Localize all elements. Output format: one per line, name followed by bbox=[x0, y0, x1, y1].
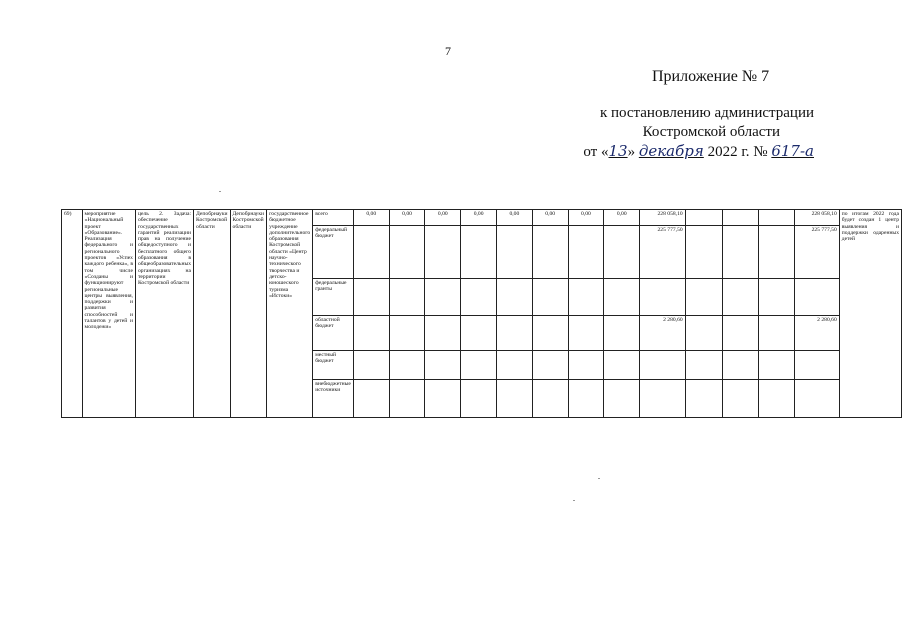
funding-value bbox=[568, 226, 604, 279]
goal-description: цель 2. Задача: обеспечение государственных гарантий реализации прав на получение общедоступного и бесплатного общего образования в общеобразовательных организациях на территории Костромской области bbox=[135, 210, 193, 418]
funding-value bbox=[568, 380, 604, 418]
date-mid: » bbox=[627, 144, 639, 160]
funding-value bbox=[353, 316, 389, 351]
funding-value bbox=[425, 380, 461, 418]
funding-value bbox=[758, 279, 794, 316]
funding-value bbox=[758, 226, 794, 279]
funding-value bbox=[722, 279, 758, 316]
funding-value bbox=[497, 226, 533, 279]
funding-value bbox=[758, 351, 794, 380]
funding-source: федеральные гранты bbox=[313, 279, 354, 316]
funding-value bbox=[568, 351, 604, 380]
funding-value bbox=[795, 351, 840, 380]
funding-value: 0,00 bbox=[532, 210, 568, 226]
funding-value bbox=[604, 316, 640, 351]
funding-value bbox=[425, 279, 461, 316]
row-index: 69) bbox=[62, 210, 83, 418]
table-row bbox=[62, 210, 902, 226]
funding-value bbox=[795, 279, 840, 316]
funding-value bbox=[497, 380, 533, 418]
funding-value bbox=[685, 226, 722, 279]
funding-value bbox=[389, 226, 425, 279]
funding-value bbox=[532, 279, 568, 316]
funding-value: 0,00 bbox=[461, 210, 497, 226]
funding-value bbox=[353, 351, 389, 380]
funding-value bbox=[604, 351, 640, 380]
funding-value bbox=[758, 316, 794, 351]
date-month: декабря bbox=[638, 142, 704, 160]
decree-number: 617-а bbox=[771, 142, 814, 160]
funding-value bbox=[389, 279, 425, 316]
funding-value bbox=[497, 351, 533, 380]
funding-value bbox=[722, 316, 758, 351]
funding-value bbox=[532, 380, 568, 418]
funding-value bbox=[685, 316, 722, 351]
date-year: 2022 г. № bbox=[703, 144, 772, 160]
funding-source: внебюджетные источники bbox=[313, 380, 354, 418]
funding-value bbox=[461, 380, 497, 418]
decree-line-1: к постановлению администрации bbox=[599, 105, 814, 121]
funding-value: 0,00 bbox=[425, 210, 461, 226]
funding-value bbox=[758, 210, 794, 226]
funding-value: 228 058,10 bbox=[795, 210, 840, 226]
recipient: государственное бюджетное учреждение дополнительного образования Костромской области «Центр научно-технического творчества и детско-юношеского туризма «Истоки» bbox=[267, 210, 313, 418]
funding-source: местный бюджет bbox=[313, 351, 354, 380]
funding-value bbox=[425, 351, 461, 380]
funding-value: 0,00 bbox=[389, 210, 425, 226]
funding-value bbox=[532, 351, 568, 380]
decree-date-line bbox=[554, 142, 814, 162]
decree-line-2: Костромской области bbox=[642, 124, 780, 140]
funding-value bbox=[685, 351, 722, 380]
funding-value bbox=[568, 279, 604, 316]
funding-value bbox=[640, 351, 686, 380]
funding-value bbox=[604, 279, 640, 316]
funding-value bbox=[389, 380, 425, 418]
expected-result: по итогам 2022 года будет создан 1 центр выявления и поддержки одаренных детей bbox=[839, 210, 901, 418]
funding-value bbox=[722, 351, 758, 380]
scan-speck bbox=[573, 500, 575, 501]
funding-value bbox=[795, 380, 840, 418]
funding-value bbox=[532, 316, 568, 351]
funding-source: федеральный бюджет bbox=[313, 226, 354, 279]
funding-value bbox=[353, 279, 389, 316]
event-description: мероприятие «Национальный проект «Образование». Реализация федерального и регионального проектов «Успех каждого ребенка», в том числе «Созданы и функционируют региональные центры выявления, поддержки и развития способностей и талантов у детей и молодежи» bbox=[82, 210, 135, 418]
scan-speck bbox=[219, 191, 221, 192]
funding-value: 225 777,50 bbox=[795, 226, 840, 279]
funding-value bbox=[461, 351, 497, 380]
funding-value: 0,00 bbox=[353, 210, 389, 226]
funding-table bbox=[61, 209, 902, 418]
funding-value bbox=[758, 380, 794, 418]
funding-value: 228 058,10 bbox=[640, 210, 686, 226]
coexecutor-1: Депобрнауки Костромской области bbox=[194, 210, 231, 418]
page-number: 7 bbox=[445, 44, 451, 58]
funding-value bbox=[425, 316, 461, 351]
funding-value bbox=[685, 380, 722, 418]
funding-value bbox=[353, 226, 389, 279]
funding-value bbox=[722, 380, 758, 418]
funding-value bbox=[497, 279, 533, 316]
funding-value bbox=[461, 226, 497, 279]
funding-value: 2 280,60 bbox=[795, 316, 840, 351]
funding-value bbox=[461, 279, 497, 316]
funding-value bbox=[532, 226, 568, 279]
funding-value bbox=[568, 316, 604, 351]
funding-value: 2 280,60 bbox=[640, 316, 686, 351]
funding-value bbox=[389, 316, 425, 351]
funding-value bbox=[497, 316, 533, 351]
funding-value bbox=[604, 226, 640, 279]
coexecutor-2: Депобрнауки Костромской области bbox=[230, 210, 267, 418]
funding-value: 0,00 bbox=[604, 210, 640, 226]
decree-reference bbox=[554, 104, 814, 162]
funding-value bbox=[640, 279, 686, 316]
funding-value: 225 777,50 bbox=[640, 226, 686, 279]
funding-value bbox=[685, 279, 722, 316]
funding-value: 0,00 bbox=[568, 210, 604, 226]
date-day: 13 bbox=[608, 142, 628, 160]
funding-value bbox=[389, 351, 425, 380]
funding-value bbox=[722, 210, 758, 226]
date-prefix: от « bbox=[583, 144, 609, 160]
appendix-title: Приложение № 7 bbox=[652, 68, 770, 85]
funding-value bbox=[461, 316, 497, 351]
funding-value bbox=[640, 380, 686, 418]
funding-value bbox=[425, 226, 461, 279]
funding-value bbox=[685, 210, 722, 226]
funding-source: всего bbox=[313, 210, 354, 226]
funding-value bbox=[353, 380, 389, 418]
scan-speck bbox=[598, 478, 600, 479]
funding-value: 0,00 bbox=[497, 210, 533, 226]
funding-value bbox=[604, 380, 640, 418]
funding-value bbox=[722, 226, 758, 279]
funding-source: областной бюджет bbox=[313, 316, 354, 351]
